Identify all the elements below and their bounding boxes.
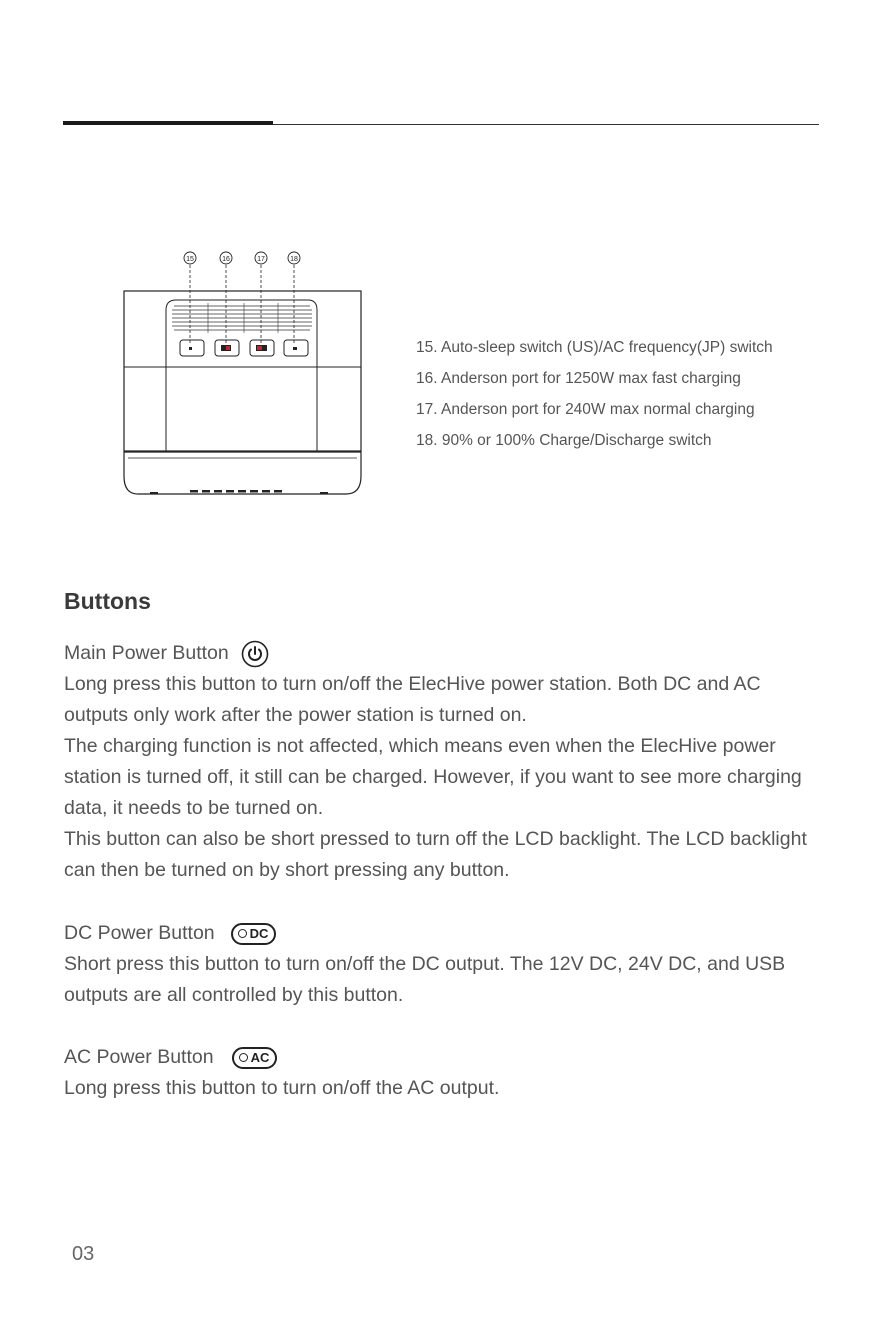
dc-power-title: DC Power Button <box>64 922 215 944</box>
port-item-18: 18. 90% or 100% Charge/Discharge switch <box>416 432 712 449</box>
main-power-paragraph-2: The charging function is not affected, which means even when the ElecHive power station is turned off, it still can be charged. However, if you want to see more charging data, it needs to be turned on. <box>64 735 802 819</box>
port-list <box>416 332 773 456</box>
ac-power-heading <box>64 1042 824 1073</box>
callout-16: 16 <box>222 256 230 263</box>
dc-power-paragraph: Short press this button to turn on/off the DC output. The 12V DC, 24V DC, and USB outputs are all controlled by this button. <box>64 953 786 1006</box>
section-title-buttons: Buttons <box>64 588 151 614</box>
port-item-16: 16. Anderson port for 1250W max fast charging <box>416 370 741 387</box>
main-power-section <box>64 638 824 886</box>
port-item-15: 15. Auto-sleep switch (US)/AC frequency(JP) switch <box>416 339 773 356</box>
header-rule-accent <box>63 121 273 125</box>
port-item-17: 17. Anderson port for 240W max normal charging <box>416 401 755 418</box>
dc-power-heading <box>64 918 824 949</box>
power-icon <box>241 640 269 668</box>
callout-18: 18 <box>290 256 298 263</box>
main-power-paragraph-3: This button can also be short pressed to turn off the LCD backlight. The LCD backlight can then be turned on by short pressing any button. <box>64 828 807 881</box>
main-power-heading <box>64 638 824 669</box>
ac-power-title: AC Power Button <box>64 1046 214 1068</box>
dc-button-icon <box>231 923 277 945</box>
callout-15: 15 <box>186 256 194 263</box>
callout-17: 17 <box>257 256 265 263</box>
ac-power-section <box>64 1042 824 1104</box>
dc-power-section <box>64 918 824 1011</box>
ac-power-paragraph: Long press this button to turn on/off the AC output. <box>64 1077 500 1099</box>
main-power-title: Main Power Button <box>64 642 229 664</box>
device-rear-diagram <box>120 248 366 498</box>
ac-button-icon <box>232 1047 278 1069</box>
main-power-paragraph-1: Long press this button to turn on/off the ElecHive power station. Both DC and AC outputs only work after the power station is turned on. <box>64 673 761 726</box>
ac-badge-label: AC <box>250 1050 270 1065</box>
page-number: 03 <box>72 1243 95 1265</box>
dc-badge-label: DC <box>249 926 269 941</box>
